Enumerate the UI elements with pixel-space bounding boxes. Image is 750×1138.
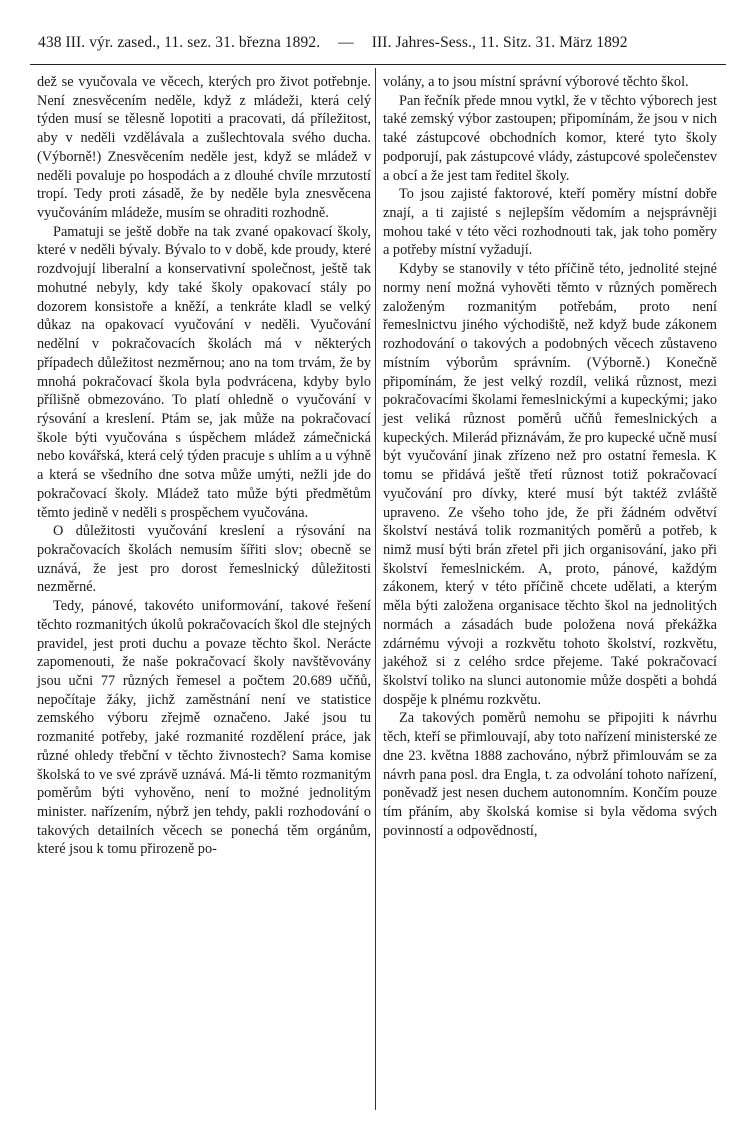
left-paragraph-1: dež se vyučovala ve věcech, kterých pro život potřebnje. Není znesvěcením neděle, když z mládeži, která celý týden musí se tělesně lopotiti a pracovati, dá příležitost, aby v neděli vzdělávala a zušlechtovala svého ducha. (Výborně!) Znesvěcením neděle jest, když se mládež v neděli povaluje po hospodách a z dlouhé chvíle mrzutostí tropí. Tedy proti zásadě, že by neděle byla znesvěcena vyučováním mládeže, musím se ohraditi rozhodně. [37, 74, 371, 222]
right-paragraph-4: Kdyby se stanovily v této příčině této, jednolité stejné normy není možná vyhověti těmto v různých poměrech založeným rozmanitým potřebám, proto není řemeslnictvu jiného východiště, než když bude zákonem rozhodování o takových a podobných věcech zůstaveno místním výborům správním. (Výborně.) Konečně připomínám, že jest velký rozdíl, veliká různost, mezi pokračovacími školami řemeslnickými a kupeckými; jako jest veliká různost poměrů učňů řemeslnických a kupeckých. Milerád přiznávám, že pro kupecké učně musí být vyučování jinak zřízeno než pro ostatní řemesla. K tomu se přidává ještě třetí různost totiž pokračovací vyučování pro dívky, které musí být taktéž zvláště upraveno. Ze všeho toho jde, že při žádném odvětví školství nestává tolik rozmanitých poměrů a potřeb, k nimž musí býti brán zřetel při jich organisování, jako při školství řemeslnickém. A, proto, pánové, každým zákonem, který v této příčině chcete udělati, a kterým měla býti založena organisace těchto škol na jednolitých normách a zásadách bude položena nová překážka zdárnému vývoji a rozkvětu tohoto školství, rozkvětu, jakéhož si z celého srdce přejeme. Také pokračovací školství toliko na slunci autonomie může dospěti a bohdá dospěje k plnému rozkvětu. [383, 261, 717, 708]
column-divider [375, 68, 376, 1110]
header-rule [30, 64, 726, 65]
header-dash: — [338, 34, 354, 51]
left-paragraph-3: O důležitosti vyučování kreslení a rýsování na pokračovacích školách nemusím šířiti slov; obecně se uznává, že jest pro dorost řemeslnický důležitosti nezměrné. [37, 523, 371, 596]
right-paragraph-5: Za takových poměrů nemohu se připojiti k návrhu těch, kteří se přimlouvají, aby toto nařízení ministerské ze dne 23. května 1888 zachováno, nýbrž přimlouvám se za návrh pana posl. dra Engla, t. za odvolání tohoto nařízení, poněvadž jest nesen duchem autonomním. Končím pouze tím přáním, aby školská komise si byla vědoma svých povinností a odpovědností, [383, 710, 717, 839]
page-header [38, 34, 712, 52]
left-paragraph-4: Tedy, pánové, takovéto uniformování, takové řešení těchto rozmanitých úkolů pokračovacích škol dle stejných pravidel, jest proti duchu a povaze těchto škol. Nerácte zapomenouti, že naše pokračovací školy navštěvovány jsou učni 77 různých řemesel a počtem 20.689 učňů, nepočítaje žáky, jichž zaměstnání není ve statistice zemského výboru zřejmě označeno. Jaké jsou tu rozmanité potřeby, jaké rozmanité rozdělení práce, jak různé ohledy třebční v těchto živnostech? Sama komise školská to ve své zprávě uznává. Má-li těmto rozmanitým poměrům býti vyhověno, není to možné jednolitým minister. nařízením, nýbrž jen tehdy, pakli rozhodování o takových detailních věcech se ponechá těm orgánům, které jsou k tomu přirozeně po- [37, 598, 371, 858]
left-column [37, 73, 371, 859]
header-left: 438 III. výr. zased., 11. sez. 31. března 1892. [38, 34, 321, 51]
right-paragraph-1: volány, a to jsou místní správní výborové těchto škol. [383, 74, 689, 90]
right-paragraph-3: To jsou zajisté faktorové, kteří poměry místní dobře znají, a ti zajisté s nejlepším vědomím a nejsprávněji mohou také v této věci rozhodnouti tak, jak toho poměry a potřeby místní vyžadují. [383, 186, 717, 259]
right-paragraph-2: Pan řečník přede mnou vytkl, že v těchto výborech jest také zemský výbor zastoupen; připomínám, že jsou v nich také zástupcové obchodních komor, které tyto školy podporují, pak zástupcové vlády, zástupcové společenstev a obcí a že jest tam ředitel školy. [383, 92, 717, 184]
right-column [383, 73, 717, 840]
header-right: III. Jahres-Sess., 11. Sitz. 31. März 1892 [371, 34, 628, 51]
left-paragraph-2: Pamatuji se ještě dobře na tak zvané opakovací školy, které v neděli bývaly. Bývalo to v době, kde proudy, které rozdvojují liberalní a konservativní společnost, ještě tak mohutné nebyly, kdy také školy opakovací stály po dozorem konsistoře a kněží, a tenkráte kladl se velký důkaz na opakovací vyučování v neděli. Vyučování nedělní v pokračovacích školách má v některých případech důležitost nezměrnou; ano na tom trvám, že by mnohá pokračovací škola byla podvrácena, kdyby bylo přílišně obmezováno. To platí ohledně o vyučování v rýsování a kreslení. Ptám se, jak může na pokračovací škole býti vyučována s úspěchem mládež zámečnická nebo kovářská, která celý týden pracuje s uhlím a u výhně a která se všedního dne sotva může umýti, nežli jde do pokračovací školy. Mládež tato může býti předmětům těmto jedině v neděli s prospěchem vyučována. [37, 223, 371, 521]
